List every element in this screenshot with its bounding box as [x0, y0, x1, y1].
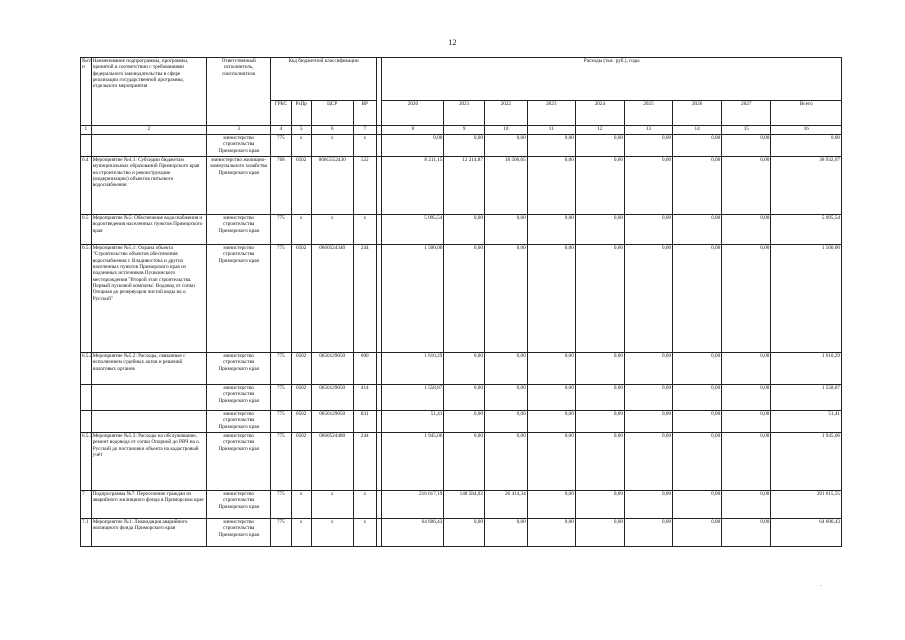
row-value: 0,00 [575, 353, 624, 385]
row-value: 0,00 [527, 385, 575, 411]
row-value: 216 017,19 [382, 491, 444, 519]
table-row [81, 245, 842, 353]
row-value: 0,00 [624, 215, 672, 245]
header-year: 2025 [624, 101, 672, 126]
row-code-vr: 244 [353, 245, 377, 353]
row-code-rzpr: x [291, 519, 311, 547]
row-value: 0,00 [444, 385, 485, 411]
row-executor: министерство строительства Приморского края [207, 245, 271, 353]
row-value: 0,00 [527, 433, 575, 491]
row-executor: министерство жилищно-коммунального хозяйства Приморского края [207, 157, 271, 215]
row-executor: министерство строительства Приморского края [207, 411, 271, 433]
header-executor: Ответственный исполнитель, соисполнители [207, 58, 271, 126]
row-code-grbs: 775 [271, 215, 291, 245]
row-value: 0,00 [484, 519, 527, 547]
table-row [81, 135, 842, 157]
table-row [81, 215, 842, 245]
row-name: Мероприятие №1: Ликвидация аварийного жилищного фонда Приморского края [91, 519, 206, 547]
row-executor: министерство строительства Приморского края [207, 215, 271, 245]
row-value: 0,00 [575, 411, 624, 433]
header-year: 2027 [722, 101, 771, 126]
row-value: 0,00 [722, 215, 771, 245]
row-value: 51,41 [382, 411, 444, 433]
row-total: 38 932,07 [771, 157, 842, 215]
row-code-rzpr: 0502 [291, 157, 311, 215]
row-value: 0,00 [382, 135, 444, 157]
row-value: 0,00 [624, 135, 672, 157]
row-name: Мероприятие №5.3: Расходы на обслуживание, ремонт водовода от сопки Опорной до РВЧ на о. Русский до постановки объекта на кадастровый учёт [91, 433, 206, 491]
row-value: 0,00 [484, 353, 527, 385]
row-value: 0,00 [722, 519, 771, 547]
row-code-grbs: 775 [271, 245, 291, 353]
row-value: 0,00 [484, 433, 527, 491]
column-number: 13 [624, 126, 672, 135]
row-code-vr: 244 [353, 433, 377, 491]
column-number: 14 [673, 126, 722, 135]
row-code-rzpr: 0502 [291, 353, 311, 385]
row-value: 26 414,34 [484, 491, 527, 519]
row-code-csr: 066G552430 [311, 157, 353, 215]
row-code-rzpr: 0502 [291, 433, 311, 491]
row-value: 0,00 [575, 433, 624, 491]
row-value: 0,00 [624, 411, 672, 433]
row-value: 0,00 [527, 519, 575, 547]
row-code-csr: 0650129050 [311, 411, 353, 433]
row-value: 0,00 [673, 215, 722, 245]
row-number: 6.4 [81, 157, 92, 215]
header-year: 2023 [527, 101, 575, 126]
row-value: 0,00 [527, 215, 575, 245]
row-code-vr: x [353, 491, 377, 519]
row-value: 0,00 [575, 385, 624, 411]
row-value: 0,00 [484, 385, 527, 411]
row-executor: министерство строительства Приморского края [207, 519, 271, 547]
row-total: 5 095,54 [771, 215, 842, 245]
row-value: 0,00 [673, 245, 722, 353]
row-total: 1 558,87 [771, 385, 842, 411]
row-code-rzpr: x [291, 491, 311, 519]
row-total: 51,41 [771, 411, 842, 433]
row-value: 0,00 [484, 135, 527, 157]
row-value: 0,00 [673, 353, 722, 385]
table-row [81, 411, 842, 433]
header-code-grbs: ГРБС [271, 101, 291, 126]
row-value: 5 095,54 [382, 215, 444, 245]
row-value: 12 214,87 [444, 157, 485, 215]
column-numbers-row [81, 126, 842, 135]
row-code-csr: 0650129050 [311, 353, 353, 385]
column-number: 3 [207, 126, 271, 135]
row-value: 0,00 [484, 215, 527, 245]
row-value: 0,00 [624, 157, 672, 215]
row-code-vr: x [353, 215, 377, 245]
row-value: 0,00 [444, 353, 485, 385]
row-value: 0,00 [624, 353, 672, 385]
header-code-rzpr: РзПр [291, 101, 311, 126]
row-code-csr: 0650129050 [311, 385, 353, 411]
row-code-rzpr: 0502 [291, 411, 311, 433]
row-value: 0,00 [722, 157, 771, 215]
scan-mark: . [820, 582, 822, 588]
row-name [91, 135, 206, 157]
table-row [81, 519, 842, 547]
row-code-csr: x [311, 491, 353, 519]
table-row [81, 353, 842, 385]
header-year: 2020 [382, 101, 444, 126]
row-value: 0,00 [575, 157, 624, 215]
row-number: 6.5 [81, 215, 92, 245]
row-total: 1 945,06 [771, 433, 842, 491]
row-executor: министерство строительства Приморского края [207, 491, 271, 519]
row-code-grbs: 775 [271, 433, 291, 491]
row-value: 148 584,02 [444, 491, 485, 519]
row-code-grbs: 775 [271, 491, 291, 519]
row-value: 1 945,06 [382, 433, 444, 491]
row-code-rzpr: x [291, 215, 311, 245]
row-code-csr: 0660524480 [311, 433, 353, 491]
column-number: 10 [484, 126, 527, 135]
row-value: 0,00 [673, 157, 722, 215]
row-value: 1 558,87 [382, 385, 444, 411]
row-code-vr: 831 [353, 411, 377, 433]
header-year: 2021 [444, 101, 485, 126]
row-number [81, 135, 92, 157]
column-number: 15 [722, 126, 771, 135]
table-row [81, 157, 842, 215]
header-code-vr: ВР [353, 101, 377, 126]
row-executor: министерство строительства Приморского края [207, 135, 271, 157]
row-value: 0,00 [484, 411, 527, 433]
row-number [81, 411, 92, 433]
row-code-vr: 414 [353, 385, 377, 411]
header-year: 2022 [484, 101, 527, 126]
page-number: 12 [448, 38, 457, 47]
row-code-grbs: 775 [271, 519, 291, 547]
column-number: 2 [91, 126, 206, 135]
row-number: 6.5.2 [81, 353, 92, 385]
column-number: 5 [291, 126, 311, 135]
row-code-grbs: 768 [271, 157, 291, 215]
row-code-grbs: 775 [271, 135, 291, 157]
row-value: 0,00 [722, 245, 771, 353]
row-name: Мероприятие №5.2: Расходы, связанные с исполнением судебных актов и решений налоговых органов [91, 353, 206, 385]
row-value: 0,00 [527, 491, 575, 519]
row-value: 0,00 [444, 519, 485, 547]
column-number: 4 [271, 126, 291, 135]
row-value: 8 211,15 [382, 157, 444, 215]
row-value: 0,00 [575, 245, 624, 353]
row-value: 0,00 [575, 519, 624, 547]
row-value: 0,00 [527, 245, 575, 353]
table-row [81, 385, 842, 411]
header-code-csr: ЦСР [311, 101, 353, 126]
row-name: Подпрограмма №7: Переселение граждан из аварийного жилищного фонда в Приморском крае [91, 491, 206, 519]
row-name [91, 411, 206, 433]
row-code-vr: 522 [353, 157, 377, 215]
row-number: 6.5.1 [81, 245, 92, 353]
row-value: 0,00 [444, 215, 485, 245]
header-name: Наименование подпрограммы, программы, принятой в соответствии с требованиями федерального законодательства в сфере реализации государственной программы, отдельного мероприятия [91, 58, 206, 126]
column-number: 7 [353, 126, 377, 135]
row-code-grbs: 775 [271, 353, 291, 385]
row-value: 0,00 [527, 411, 575, 433]
row-code-rzpr: 0502 [291, 245, 311, 353]
column-number: 1 [81, 126, 92, 135]
header-expenses: Расходы (тыс. руб.), годы [382, 58, 842, 101]
row-value: 0,00 [444, 411, 485, 433]
row-value: 0,00 [484, 245, 527, 353]
row-value: 0,00 [673, 385, 722, 411]
row-total: 0,00 [771, 135, 842, 157]
row-name: Мероприятие №5: Обеспечение водоснабжения и водоотведения населенных пунктов Приморского края [91, 215, 206, 245]
row-executor: министерство строительства Приморского края [207, 433, 271, 491]
row-total: 1 610,29 [771, 353, 842, 385]
row-value: 0,00 [444, 433, 485, 491]
row-value: 64 606,43 [382, 519, 444, 547]
row-value: 0,00 [575, 491, 624, 519]
table-row [81, 491, 842, 519]
row-number: 7.1 [81, 519, 92, 547]
row-value: 0,00 [527, 157, 575, 215]
row-number [81, 385, 92, 411]
row-code-csr: 0660524340 [311, 245, 353, 353]
row-code-csr: x [311, 215, 353, 245]
row-code-grbs: 775 [271, 411, 291, 433]
row-executor: министерство строительства Приморского края [207, 385, 271, 411]
row-value: 0,00 [624, 245, 672, 353]
row-value: 0,00 [624, 385, 672, 411]
row-code-rzpr: 0502 [291, 385, 311, 411]
row-value: 0,00 [575, 135, 624, 157]
row-value: 0,00 [673, 135, 722, 157]
row-value: 0,00 [673, 491, 722, 519]
row-value: 0,00 [722, 433, 771, 491]
row-executor: министерство строительства Приморского края [207, 353, 271, 385]
column-number: 9 [444, 126, 485, 135]
row-value: 18 506,05 [484, 157, 527, 215]
row-value: 0,00 [444, 135, 485, 157]
row-value: 0,00 [575, 215, 624, 245]
row-value: 0,00 [722, 135, 771, 157]
table-row [81, 433, 842, 491]
row-value: 0,00 [722, 411, 771, 433]
header-year: 2024 [575, 101, 624, 126]
row-code-vr: x [353, 519, 377, 547]
budget-table [80, 57, 842, 547]
row-number: 6.5.3 [81, 433, 92, 491]
column-number: 12 [575, 126, 624, 135]
row-code-rzpr: x [291, 135, 311, 157]
row-number: 7 [81, 491, 92, 519]
row-code-vr: 000 [353, 353, 377, 385]
column-number: 6 [311, 126, 353, 135]
column-number: 16 [771, 126, 842, 135]
row-name: Мероприятие №4.1: Субсидии бюджетам муниципальных образований Приморского края на строительство и реконструкцию (модернизацию) объектов питьевого водоснабжения [91, 157, 206, 215]
row-value: 0,00 [624, 491, 672, 519]
row-value: 1 610,29 [382, 353, 444, 385]
header-budget-code: Код бюджетной классификации [271, 58, 377, 101]
row-value: 0,00 [624, 519, 672, 547]
row-code-vr: x [353, 135, 377, 157]
header-total: Всего [771, 101, 842, 126]
row-value: 0,00 [673, 411, 722, 433]
row-value: 0,00 [527, 135, 575, 157]
row-total: 1 500,00 [771, 245, 842, 353]
row-code-grbs: 775 [271, 385, 291, 411]
row-value: 0,00 [722, 491, 771, 519]
row-name: Мероприятие №5.1: Охрана объекта "Строительство объектов обеспечения водоснабжения г. Владивостока и других населенных пунктов Приморского края из подземных источников Пушкинского месторождения "Второй этап строительства. Первый пусковой комплекс. Водовод от сопки Опорная до резервуаров чистой воды на о. Русский" [91, 245, 206, 353]
column-number: 11 [527, 126, 575, 135]
row-value: 0,00 [624, 433, 672, 491]
row-code-csr: x [311, 519, 353, 547]
row-value: 0,00 [527, 353, 575, 385]
row-code-csr: x [311, 135, 353, 157]
row-value: 0,00 [444, 245, 485, 353]
row-value: 0,00 [673, 433, 722, 491]
row-total: 64 606,43 [771, 519, 842, 547]
row-total: 391 015,55 [771, 491, 842, 519]
row-value: 0,00 [722, 385, 771, 411]
column-number: 8 [382, 126, 444, 135]
row-value: 1 500,00 [382, 245, 444, 353]
header-year: 2026 [673, 101, 722, 126]
header-num: №п/п [81, 58, 92, 126]
row-name [91, 385, 206, 411]
row-value: 0,00 [673, 519, 722, 547]
row-value: 0,00 [722, 353, 771, 385]
